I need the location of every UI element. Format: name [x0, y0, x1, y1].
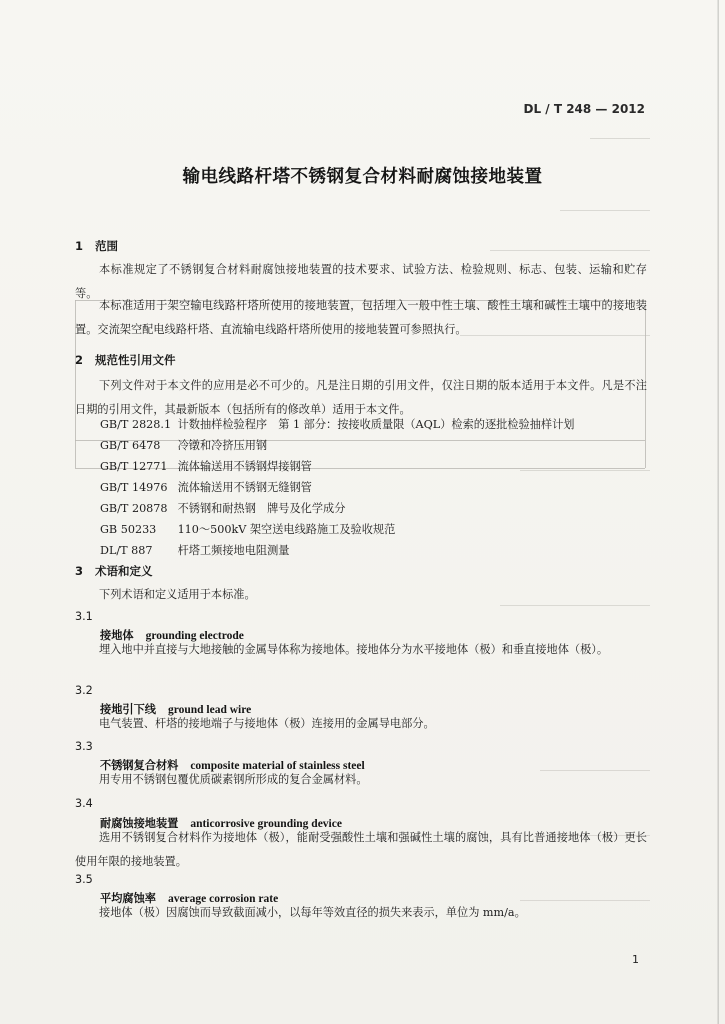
standard-code: DL / T 248 — 2012: [523, 102, 645, 116]
page-edge-shadow: [717, 0, 719, 1024]
reference-title: 110～500kV 架空送电线路施工及验收规范: [177, 523, 396, 536]
term-definition: 接地体（极）因腐蚀而导致截面减小，以每年等效直径的损失来表示，单位为 mm/a。: [99, 906, 526, 919]
term-definition: 埋入地中并直接与大地接触的金属导体称为接地体。接地体分为水平接地体（极）和垂直接地体（极）。: [99, 643, 609, 656]
reference-item: [100, 500, 345, 516]
term-english: average corrosion rate: [167, 893, 279, 905]
term-number: 3.4: [75, 797, 93, 810]
page-number: 1: [632, 953, 639, 966]
reference-code: DL/T 887: [100, 544, 153, 557]
scope-paragraph-2: 本标准适用于架空输电线路杆塔所使用的接地装置，包括埋入一般中性土壤、酸性土壤和碱性土壤中的接地装置。交流架空配电线路杆塔、直流输电线路杆塔所使用的接地装置可参照执行。: [75, 299, 647, 336]
terms-intro: 下列术语和定义适用于本标准。: [99, 588, 256, 601]
term-english: anticorrosive grounding device: [190, 818, 342, 830]
term-number: 3.1: [75, 610, 93, 623]
term-chinese: 不锈钢复合材料: [100, 759, 179, 772]
section-number: 2: [75, 353, 84, 367]
reference-item: [100, 458, 312, 474]
term-number: 3.2: [75, 684, 93, 697]
term-definition: 选用不锈钢复合材料作为接地体（极），能耐受强酸性土壤和强碱性土壤的腐蚀，具有比普通接地体（极）更长使用年限的接地装置。: [75, 831, 647, 868]
term-english: grounding electrode: [145, 630, 244, 642]
reference-item: [100, 437, 267, 453]
reference-title: 不锈钢和耐热钢 牌号及化学成分: [177, 502, 346, 515]
term-chinese: 耐腐蚀接地装置: [100, 817, 179, 830]
normative-intro: 下列文件对于本文件的应用是必不可少的。凡是注日期的引用文件，仅注日期的版本适用于本文件。凡是不注日期的引用文件，其最新版本（包括所有的修改单）适用于本文件。: [75, 379, 647, 416]
reference-title: 流体输送用不锈钢焊接钢管: [177, 460, 312, 473]
term-chinese: 平均腐蚀率: [100, 892, 156, 905]
section-heading-terms: [75, 563, 153, 579]
bleed-through-mark: [490, 250, 650, 251]
section-number: 3: [75, 564, 84, 578]
bleed-through-mark: [520, 470, 650, 471]
section-title: 规范性引用文件: [95, 353, 176, 367]
reference-code: GB/T 14976: [100, 481, 168, 494]
reference-code: GB/T 12771: [100, 460, 168, 473]
document-title: 输电线路杆塔不锈钢复合材料耐腐蚀接地装置: [182, 167, 543, 187]
section-heading-normative: [75, 352, 176, 368]
section-title: 范围: [95, 239, 118, 253]
reference-item: [100, 416, 574, 432]
term-english: composite material of stainless steel: [190, 760, 365, 772]
scope-paragraph-1: 本标准规定了不锈钢复合材料耐腐蚀接地装置的技术要求、试验方法、检验规则、标志、包装、运输和贮存等。: [75, 263, 647, 300]
reference-code: GB 50233: [100, 523, 157, 536]
reference-code: GB/T 20878: [100, 502, 168, 515]
reference-title: 杆塔工频接地电阻测量: [177, 544, 290, 557]
bleed-through-mark: [560, 210, 650, 211]
reference-title: 计数抽样检验程序 第 1 部分：按接收质量限（AQL）检索的逐批检验抽样计划: [177, 418, 575, 431]
section-number: 1: [75, 239, 84, 253]
term-chinese: 接地引下线: [100, 703, 156, 716]
bleed-through-mark: [590, 138, 650, 139]
reference-item: [100, 521, 395, 537]
section-title: 术语和定义: [95, 564, 153, 578]
reference-title: 冷镦和冷挤压用钢: [177, 439, 268, 452]
term-number: 3.3: [75, 740, 93, 753]
section-heading-scope: [75, 238, 118, 254]
term-number: 3.5: [75, 873, 93, 886]
reference-title: 流体输送用不锈钢无缝钢管: [177, 481, 312, 494]
reference-item: [100, 542, 289, 558]
term-chinese: 接地体: [100, 629, 134, 642]
term-english: ground lead wire: [167, 704, 252, 716]
reference-item: [100, 479, 312, 495]
term-definition: 电气装置、杆塔的接地端子与接地体（极）连接用的金属导电部分。: [99, 717, 435, 730]
term-definition: 用专用不锈钢包覆优质碳素钢所形成的复合金属材料。: [99, 773, 368, 786]
reference-code: GB/T 2828.1: [100, 418, 172, 431]
reference-code: GB/T 6478: [100, 439, 161, 452]
